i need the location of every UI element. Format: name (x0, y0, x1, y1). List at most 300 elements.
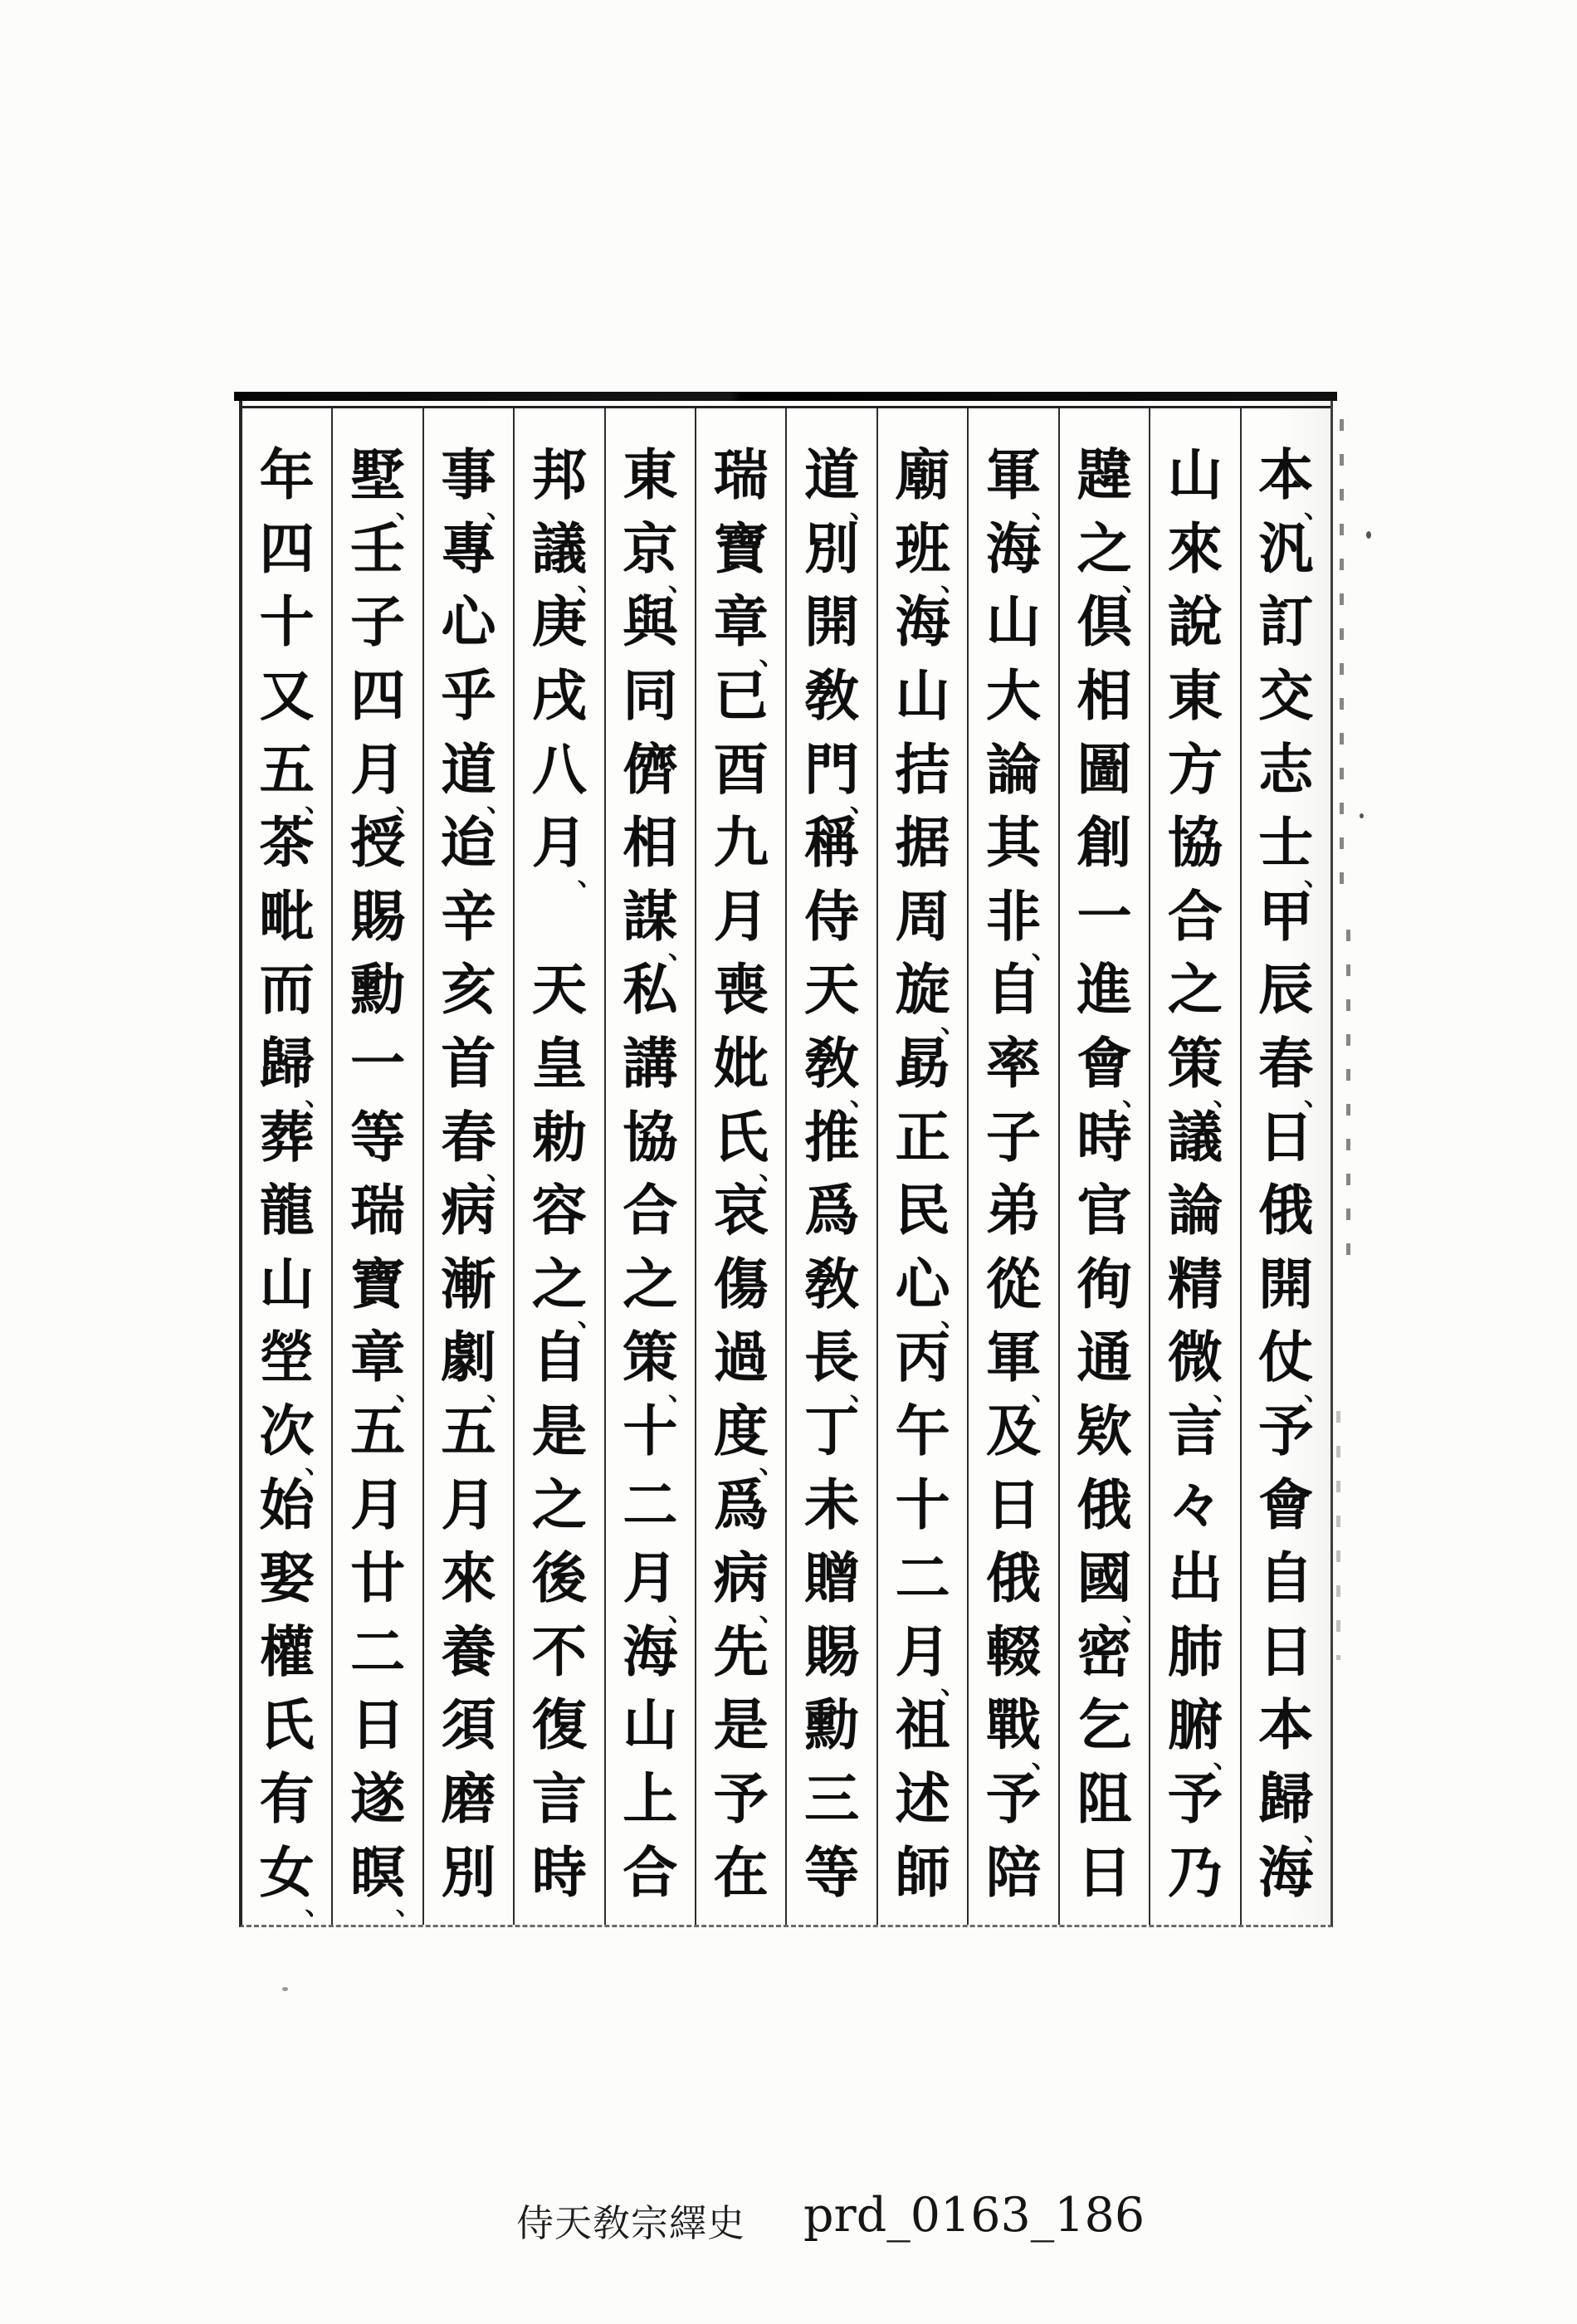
glyph: 廿 (350, 1545, 406, 1611)
glyph: 之 (531, 1472, 587, 1537)
glyph: 予 (1167, 1765, 1223, 1831)
glyph: 會 (1258, 1472, 1314, 1537)
text-column-12 (242, 408, 331, 1925)
glyph: 山 (1167, 442, 1223, 508)
glyph: 始 (259, 1472, 315, 1537)
char-cell (878, 659, 967, 733)
char-cell (333, 1467, 422, 1541)
glyph: 稱 (804, 810, 860, 876)
char-cell (1242, 953, 1330, 1027)
glyph: 相 (622, 810, 678, 876)
ideographic-comma: 、 (1031, 1374, 1058, 1406)
glyph: 軍 (986, 442, 1042, 508)
char-cell (787, 1027, 876, 1112)
glyph: 未 (804, 1472, 860, 1537)
caption-page-code: prd_0163_186 (803, 2188, 1145, 2243)
char-cell (878, 1467, 967, 1541)
char-cell (242, 585, 331, 659)
char-cell (878, 953, 968, 1038)
char-cell (424, 1247, 513, 1321)
glyph: 甲 (1258, 883, 1314, 949)
char-cell (333, 1688, 422, 1762)
glyph: 日 (1258, 1618, 1314, 1684)
glyph: 月 (350, 736, 406, 802)
glyph: 妣 (713, 1031, 769, 1096)
glyph: 勅 (531, 1104, 587, 1169)
char-cell (606, 1247, 695, 1321)
ideographic-comma: 、 (668, 565, 696, 598)
char-cell (424, 732, 514, 818)
ideographic-comma: 、 (577, 565, 604, 598)
char-cell (515, 1467, 603, 1541)
char-cell (1060, 1835, 1149, 1909)
char-cell (1150, 1541, 1239, 1615)
glyph: 亥 (441, 957, 496, 1023)
char-cell (787, 880, 876, 954)
glyph: 山 (622, 1692, 678, 1758)
char-cell (969, 1100, 1057, 1174)
glyph: 九 (713, 810, 769, 876)
char-cell (969, 880, 1058, 965)
glyph: 瞑 (350, 1839, 406, 1905)
glyph: 輟 (986, 1618, 1042, 1684)
scan-artifact (1336, 1411, 1340, 1660)
glyph: 月 (531, 810, 587, 876)
char-cell (878, 438, 967, 512)
glyph: 是 (713, 1692, 769, 1758)
char-cell (424, 1835, 513, 1909)
char-cell (1150, 732, 1239, 806)
glyph: 非 (986, 883, 1042, 949)
char-cell (242, 512, 331, 586)
glyph: 劇 (441, 1325, 496, 1390)
glyph: 會 (1077, 1031, 1132, 1096)
char-cell (696, 512, 785, 586)
ideographic-comma: 、 (849, 785, 876, 818)
glyph: 海 (622, 1618, 678, 1684)
glyph: 日 (1077, 1839, 1132, 1905)
glyph: 時 (1077, 1104, 1132, 1169)
char-cell (878, 1541, 967, 1615)
char-cell (424, 1541, 513, 1615)
char-cell (606, 732, 695, 806)
glyph: 哀 (713, 1178, 769, 1243)
ideographic-comma: 、 (1213, 1374, 1240, 1406)
glyph: 有 (259, 1765, 315, 1831)
glyph: 等 (350, 1104, 406, 1169)
char-cell (969, 1835, 1057, 1909)
text-column-11 (331, 408, 422, 1925)
glyph: 女 (259, 1839, 315, 1905)
glyph: 寶 (713, 515, 769, 581)
ideographic-comma: 、 (759, 1448, 786, 1480)
glyph: 邦 (531, 442, 587, 508)
char-cell (787, 1835, 876, 1909)
glyph: 十 (895, 1472, 950, 1537)
glyph: 議 (531, 515, 587, 581)
char-cell (1150, 1174, 1239, 1247)
char-cell (878, 732, 967, 806)
char-cell (969, 806, 1057, 880)
char-cell (878, 1394, 967, 1468)
char-cell (242, 1762, 331, 1836)
char-cell (878, 880, 967, 954)
char-cell (424, 953, 513, 1027)
char-cell (1242, 1762, 1330, 1848)
glyph: 廟 (895, 442, 950, 508)
char-cell (606, 1174, 695, 1247)
char-cell (1060, 1394, 1149, 1468)
glyph: 正 (895, 1104, 950, 1169)
glyph: 韙 (1077, 442, 1132, 508)
glyph: 敎 (804, 1251, 860, 1316)
char-cell (1060, 1321, 1149, 1394)
char-cell (878, 1100, 967, 1174)
ideographic-comma: 、 (395, 785, 422, 818)
char-cell (1242, 1615, 1330, 1689)
glyph: 庚 (531, 589, 587, 655)
glyph: 徇 (1077, 1251, 1132, 1316)
glyph: 磨 (441, 1765, 496, 1831)
glyph: 娶 (259, 1545, 315, 1611)
glyph: 言 (1167, 1399, 1223, 1464)
char-cell (333, 953, 422, 1027)
glyph: 遂 (350, 1765, 406, 1831)
char-cell (969, 585, 1057, 659)
glyph: 旋 (895, 957, 950, 1023)
char-cell (515, 659, 603, 733)
glyph: 々 (1167, 1472, 1223, 1537)
glyph: 乞 (1077, 1692, 1132, 1758)
glyph: 爲 (713, 1472, 769, 1537)
char-cell (333, 585, 422, 659)
glyph: 山 (259, 1251, 315, 1316)
glyph: 度 (713, 1399, 769, 1464)
glyph: 氏 (713, 1104, 769, 1169)
glyph: 五 (441, 1399, 496, 1464)
glyph: 京 (622, 515, 678, 581)
char-cell (242, 1174, 331, 1247)
glyph: 講 (622, 1031, 678, 1096)
char-cell (242, 1321, 331, 1394)
ideographic-comma: 、 (486, 785, 514, 818)
glyph: 侍 (804, 883, 860, 949)
glyph: 開 (1258, 1251, 1314, 1316)
glyph: 月 (895, 1618, 950, 1684)
glyph: 一 (350, 1031, 406, 1096)
char-cell (606, 1541, 696, 1627)
glyph: 丁 (804, 1399, 860, 1464)
glyph: 首 (441, 1031, 496, 1096)
glyph: 子 (986, 1104, 1042, 1169)
char-cell (1242, 1027, 1330, 1112)
glyph: 方 (1167, 736, 1223, 802)
glyph: 敎 (804, 663, 860, 729)
glyph: 述 (895, 1765, 950, 1831)
text-column-6 (785, 408, 876, 1925)
glyph: 二 (350, 1618, 406, 1684)
glyph: 二 (622, 1472, 678, 1537)
char-cell (515, 1835, 603, 1909)
glyph: 瑞 (350, 1178, 406, 1243)
ideographic-comma: 、 (1031, 933, 1058, 965)
glyph: 同 (622, 663, 678, 729)
char-cell (1242, 1321, 1330, 1406)
glyph: 事 (441, 442, 496, 508)
glyph: 瑞 (713, 442, 769, 508)
glyph: 勳 (350, 957, 406, 1023)
glyph: 病 (441, 1178, 496, 1243)
glyph: 自 (531, 1325, 587, 1390)
glyph: 言 (531, 1765, 587, 1831)
glyph: 俄 (1258, 1178, 1314, 1243)
glyph: 開 (804, 589, 860, 655)
char-cell (969, 1615, 1057, 1689)
glyph: 東 (1167, 663, 1223, 729)
ideographic-comma: 、 (486, 491, 514, 524)
glyph: 之 (531, 1251, 587, 1316)
char-cell (696, 1100, 786, 1185)
glyph: 本 (1258, 1692, 1314, 1758)
glyph: 章 (713, 589, 769, 655)
caption-title: 侍天敎宗繹史 (516, 2201, 746, 2245)
glyph: 不 (531, 1618, 587, 1684)
ideographic-comma: 、 (1213, 1741, 1240, 1774)
char-cell (424, 1467, 513, 1541)
glyph: 迨 (441, 810, 496, 876)
char-cell (424, 438, 514, 524)
glyph: 漸 (441, 1251, 496, 1316)
caption-row (0, 2188, 1577, 2246)
glyph: 三 (804, 1765, 860, 1831)
glyph: 五 (259, 736, 315, 802)
char-cell (787, 953, 876, 1027)
glyph: 長 (804, 1325, 860, 1390)
glyph: 道 (804, 442, 860, 508)
glyph: 及 (986, 1399, 1042, 1464)
glyph: 本 (1258, 442, 1314, 508)
ideographic-comma: 、 (1213, 1080, 1240, 1112)
glyph: 官 (1077, 1178, 1132, 1243)
char-cell (606, 1762, 695, 1836)
ideographic-comma: 、 (759, 638, 786, 671)
glyph: 班 (895, 515, 950, 581)
char-cell (1150, 1835, 1239, 1909)
glyph: 海 (1258, 1839, 1314, 1905)
char-cell (1242, 732, 1330, 806)
ideographic-comma: 、 (849, 1080, 876, 1112)
char-cell (1060, 438, 1149, 512)
glyph: 戌 (531, 663, 587, 729)
char-cell (333, 659, 422, 733)
glyph: 出 (1167, 1545, 1223, 1611)
glyph: 私 (622, 957, 678, 1023)
glyph: 日 (986, 1472, 1042, 1537)
char-cell (242, 1835, 332, 1921)
scan-artifact (1360, 813, 1364, 818)
char-cell (1150, 1688, 1240, 1774)
glyph: 午 (895, 1399, 950, 1464)
char-cell (1150, 1615, 1239, 1689)
glyph: 交 (1258, 663, 1314, 729)
glyph: 大 (986, 663, 1042, 729)
glyph: 十 (622, 1399, 678, 1464)
char-cell (1150, 512, 1239, 586)
glyph: 來 (441, 1545, 496, 1611)
char-cell (242, 659, 331, 733)
char-cell (787, 1174, 876, 1247)
char-cell (787, 732, 876, 818)
char-cell (1060, 1174, 1149, 1247)
glyph: 子 (350, 589, 406, 655)
glyph: 年 (259, 442, 315, 508)
ideographic-comma: 、 (1031, 491, 1058, 524)
char-cell (515, 1615, 603, 1689)
glyph: 士 (1258, 810, 1314, 876)
glyph: 肺 (1167, 1618, 1223, 1684)
ideographic-comma: 、 (940, 565, 968, 598)
glyph: 拮 (895, 736, 950, 802)
char-cell (878, 1835, 967, 1909)
glyph: 月 (622, 1545, 678, 1611)
glyph: 時 (531, 1839, 587, 1905)
glyph: 春 (1258, 1031, 1314, 1096)
char-cell (515, 1394, 603, 1468)
glyph: 贈 (804, 1545, 860, 1611)
char-cell (606, 512, 696, 598)
glyph: 丙 (895, 1325, 950, 1390)
glyph: 勗 (895, 1031, 950, 1096)
char-cell (1150, 806, 1239, 880)
char-cell (333, 1762, 422, 1836)
char-cell (1060, 732, 1149, 806)
char-cell (787, 438, 876, 524)
scan-artifact (1346, 930, 1350, 1278)
char-cell (1150, 1247, 1239, 1321)
glyph: 儕 (622, 736, 678, 802)
glyph: 周 (895, 883, 950, 949)
ideographic-comma: 、 (486, 1374, 514, 1406)
char-cell (696, 1762, 785, 1836)
glyph: 喪 (713, 957, 769, 1023)
glyph: 推 (804, 1104, 860, 1169)
char-cell (515, 1541, 603, 1615)
text-column-10 (422, 408, 513, 1925)
char-cell (878, 1174, 967, 1247)
char-cell (969, 732, 1057, 806)
glyph: 須 (441, 1692, 496, 1758)
glyph: 之 (1167, 957, 1223, 1023)
ideographic-comma: 、 (1303, 491, 1330, 524)
char-cell (424, 1100, 514, 1185)
char-cell (515, 1688, 603, 1762)
char-cell (878, 1762, 967, 1836)
glyph: 墅 (350, 442, 406, 508)
char-cell (1242, 1688, 1330, 1762)
text-column-1 (1240, 408, 1330, 1925)
glyph: 論 (1167, 1178, 1223, 1243)
char-cell (515, 806, 604, 891)
glyph: 予 (713, 1765, 769, 1831)
ideographic-comma: 、 (668, 933, 696, 965)
char-cell (878, 806, 967, 880)
char-cell (1242, 659, 1330, 733)
glyph: 專 (441, 515, 496, 581)
glyph: 之 (1077, 515, 1132, 581)
char-cell (606, 438, 695, 512)
glyph: 毗 (259, 883, 315, 949)
char-cell (242, 880, 331, 954)
glyph: 微 (1167, 1325, 1223, 1390)
char-cell (787, 1762, 876, 1836)
glyph: 月 (713, 883, 769, 949)
glyph: 欵 (1077, 1399, 1132, 1464)
glyph: 俄 (1077, 1472, 1132, 1537)
glyph: 海 (986, 515, 1042, 581)
ideographic-comma: 、 (577, 859, 604, 891)
glyph: 天 (531, 957, 587, 1023)
glyph: 志 (1258, 736, 1314, 802)
char-cell (515, 438, 603, 512)
ideographic-comma: 、 (1122, 565, 1150, 598)
char-cell (1242, 438, 1330, 524)
ideographic-comma: 、 (486, 1153, 514, 1185)
char-cell (969, 1688, 1058, 1774)
char-cell (1060, 953, 1149, 1027)
char-cell (333, 438, 422, 524)
glyph: 議 (1167, 1104, 1223, 1169)
glyph: 酉 (713, 736, 769, 802)
char-cell (606, 880, 696, 965)
glyph: 別 (804, 515, 860, 581)
char-cell (515, 953, 603, 1027)
char-cell (1060, 806, 1149, 880)
ideographic-comma: 、 (1303, 1815, 1330, 1848)
glyph: 山 (895, 663, 950, 729)
char-cell (242, 732, 332, 818)
page-frame (239, 395, 1333, 1927)
char-cell (1060, 512, 1150, 598)
char-cell (606, 659, 695, 733)
char-cell (1060, 1027, 1150, 1112)
glyph: 協 (622, 1104, 678, 1169)
char-cell (696, 1321, 785, 1394)
ideographic-comma: 、 (759, 1594, 786, 1627)
ideographic-comma: 、 (1303, 1080, 1330, 1112)
glyph: 腑 (1167, 1692, 1223, 1758)
glyph: 門 (804, 736, 860, 802)
char-cell (424, 1688, 513, 1762)
char-cell (787, 659, 876, 733)
glyph: 四 (259, 515, 315, 581)
glyph: 寶 (350, 1251, 406, 1316)
char-cell (606, 806, 695, 880)
glyph: 其 (986, 810, 1042, 876)
glyph: 月 (441, 1472, 496, 1537)
glyph: 謀 (622, 883, 678, 949)
char-cell (1060, 659, 1149, 733)
scan-artifact (282, 1987, 288, 1991)
glyph: 合 (1167, 883, 1223, 949)
text-column-2 (1149, 408, 1239, 1925)
glyph: 是 (531, 1399, 587, 1464)
glyph: 進 (1077, 957, 1132, 1023)
glyph: 等 (804, 1839, 860, 1905)
char-cell (515, 1247, 604, 1333)
char-cell (515, 1762, 603, 1836)
glyph: 策 (622, 1325, 678, 1390)
char-cell (969, 659, 1057, 733)
